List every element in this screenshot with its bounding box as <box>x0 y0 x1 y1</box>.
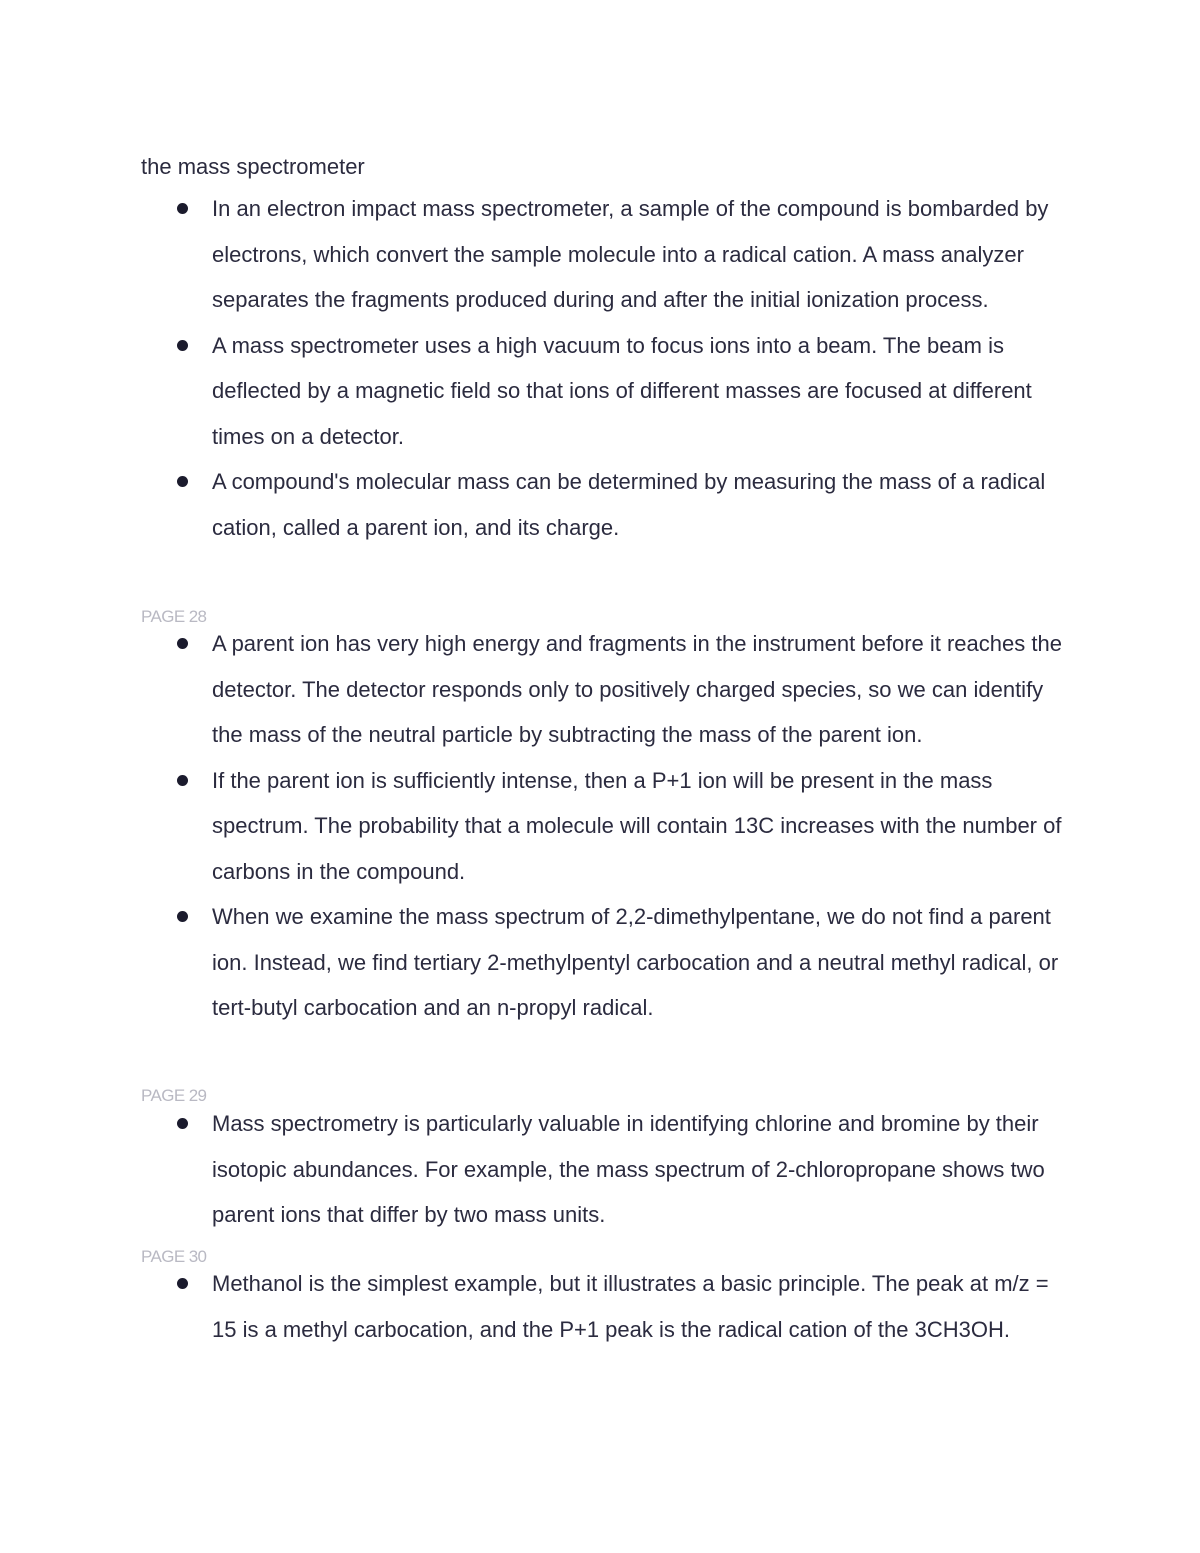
page-number-marker: PAGE 30 <box>141 1247 207 1266</box>
bullet-list <box>0 1101 1200 1238</box>
bullet-icon <box>177 340 188 351</box>
bullet-icon <box>177 638 188 649</box>
list-item-text: A mass spectrometer uses a high vacuum to focus ions into a beam. The beam is deflected by a magnetic field so that ions of different masses are focused at different times on a detector. <box>212 332 1032 449</box>
list-item <box>0 758 1062 895</box>
list-item <box>0 186 1062 323</box>
list-item <box>0 323 1062 460</box>
page-number-marker: PAGE 28 <box>141 607 207 626</box>
page-number-marker: PAGE 29 <box>141 1086 207 1105</box>
list-item-text: A parent ion has very high energy and fragments in the instrument before it reaches the detector. The detector responds only to positively charged species, so we can identify the mass of the neutral particle by subtracting the mass of the parent ion. <box>212 631 1062 747</box>
bullet-icon <box>177 476 188 487</box>
bullet-icon <box>177 775 188 786</box>
list-item <box>0 894 1062 1031</box>
list-item-text: A compound's molecular mass can be determined by measuring the mass of a radical cation, called a parent ion, and its charge. <box>212 469 1046 540</box>
document-title: the mass spectrometer <box>141 154 365 179</box>
list-item-text: When we examine the mass spectrum of 2,2-dimethylpentane, we do not find a parent ion. Instead, we find tertiary 2-methylpentyl carbocation and a neutral methyl radical, or tert-butyl carbocation and an n-propyl radical. <box>212 904 1059 1020</box>
list-item <box>0 1261 1062 1352</box>
list-item-text: In an electron impact mass spectrometer, a sample of the compound is bombarded by electrons, which convert the sample molecule into a radical cation. A mass analyzer separates the fragments produced during and after the initial ionization process. <box>212 196 1049 312</box>
list-item-text: If the parent ion is sufficiently intense, then a P+1 ion will be present in the mass spectrum. The probability that a molecule will contain 13C increases with the number of carbons in the compound. <box>212 767 1062 884</box>
list-item <box>0 459 1062 550</box>
bullet-icon <box>177 1278 188 1289</box>
bullet-icon <box>177 911 188 922</box>
list-item <box>0 1101 1062 1238</box>
bullet-list <box>0 1261 1200 1352</box>
bullet-list <box>0 186 1200 550</box>
bullet-icon <box>177 1118 188 1129</box>
bullet-icon <box>177 203 188 214</box>
list-item-text: Mass spectrometry is particularly valuable in identifying chlorine and bromine by their isotopic abundances. For example, the mass spectrum of 2-chloropropane shows two parent ions that differ by two mass units. <box>212 1111 1045 1227</box>
list-item-text: Methanol is the simplest example, but it illustrates a basic principle. The peak at m/z = 15 is a methyl carbocation, and the P+1 peak is the radical cation of the 3CH3OH. <box>212 1271 1049 1342</box>
bullet-list <box>0 621 1200 1031</box>
list-item <box>0 621 1062 758</box>
